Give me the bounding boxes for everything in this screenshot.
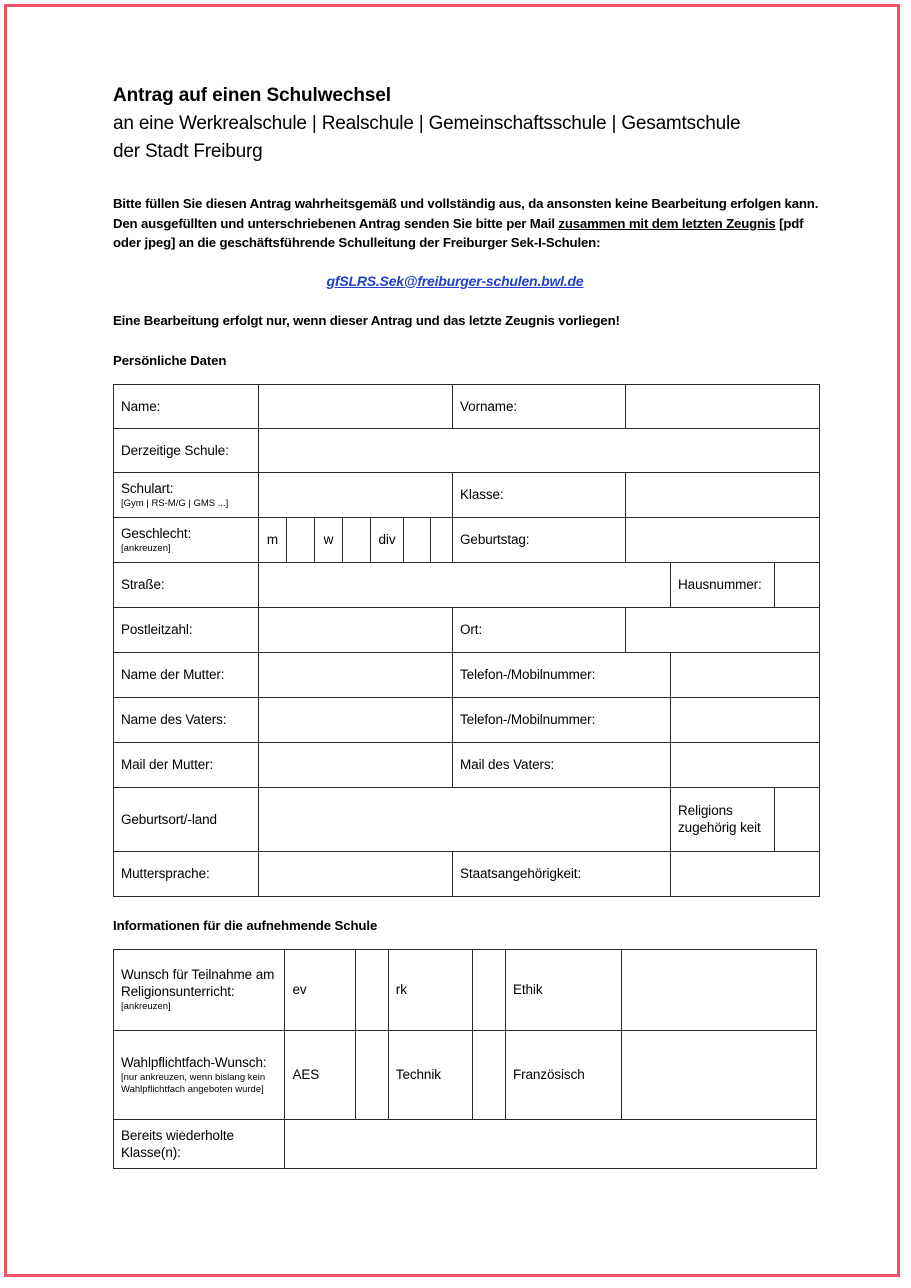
gender-spacer-cell <box>431 517 453 562</box>
name-label: Name: <box>114 384 259 428</box>
mother-mail-input[interactable] <box>259 742 453 787</box>
postal-code-label: Postleitzahl: <box>114 607 259 652</box>
gender-hint: [ankreuzen] <box>121 542 171 554</box>
nationality-label: Staatsangehörigkeit: <box>453 851 671 896</box>
table-row <box>114 851 820 896</box>
city-label: Ort: <box>453 607 626 652</box>
contact-email-link[interactable]: gfSLRS.Sek@freiburger-schulen.bwl.de <box>326 272 584 289</box>
elective-subject-label-text: Wahlpflichtfach-Wunsch: <box>121 1054 267 1070</box>
mother-mail-label: Mail der Mutter: <box>114 742 259 787</box>
religion-option-rk-label: rk <box>388 949 472 1030</box>
personal-data-table <box>113 384 820 897</box>
table-row <box>114 697 820 742</box>
gender-checkbox-m[interactable] <box>287 517 315 562</box>
postal-code-input[interactable] <box>259 607 453 652</box>
klasse-label: Klasse: <box>453 472 626 517</box>
religion-affiliation-input[interactable] <box>775 787 820 851</box>
elective-subject-label <box>114 1030 285 1119</box>
page-subtitle-line2: der Stadt Freiburg <box>113 141 263 162</box>
intro-text-part1: Bitte füllen Sie diesen Antrag wahrheitsgemäß und vollständig aus, da ansonsten keine Bearbeitung erfolgen kann. Den ausgefüllten und unterschriebenen Antrag senden Sie bitte per Mail <box>113 196 819 231</box>
school-type-input[interactable] <box>259 472 453 517</box>
intro-text-underlined: zusammen mit dem letzten Zeugnis <box>558 215 776 231</box>
father-name-input[interactable] <box>259 697 453 742</box>
school-type-label <box>114 472 259 517</box>
elective-checkbox-technik[interactable] <box>472 1030 505 1119</box>
document-content <box>113 83 823 1169</box>
elective-subject-hint: [nur ankreuzen, wenn bislang kein Wahlpflichtfach angeboten wurde] <box>121 1071 266 1095</box>
mother-name-input[interactable] <box>259 652 453 697</box>
school-type-hint: [Gym | RS-M/G | GMS ...] <box>121 497 229 509</box>
table-row <box>114 949 817 1030</box>
table-row <box>114 1119 817 1168</box>
table-row <box>114 607 820 652</box>
section-heading-personal-data: Persönliche Daten <box>113 352 227 368</box>
religion-option-ethik-label: Ethik <box>505 949 621 1030</box>
gender-checkbox-div[interactable] <box>404 517 431 562</box>
current-school-label: Derzeitige Schule: <box>114 428 259 472</box>
school-info-table <box>113 949 817 1169</box>
gender-label <box>114 517 259 562</box>
religion-checkbox-rk[interactable] <box>472 949 505 1030</box>
table-row <box>114 384 820 428</box>
father-mail-label: Mail des Vaters: <box>453 742 671 787</box>
name-input[interactable] <box>259 384 453 428</box>
table-row <box>114 787 820 851</box>
house-number-label: Hausnummer: <box>671 562 775 607</box>
street-label: Straße: <box>114 562 259 607</box>
native-language-input[interactable] <box>259 851 453 896</box>
religion-affiliation-label: Religions zugehörig keit <box>671 787 775 851</box>
email-line <box>113 273 823 291</box>
gender-option-w-label: w <box>315 517 343 562</box>
birthday-label: Geburtstag: <box>453 517 626 562</box>
klasse-input[interactable] <box>626 472 820 517</box>
gender-checkbox-w[interactable] <box>343 517 371 562</box>
religion-class-label-text: Wunsch für Teilnahme am Religionsunterricht: <box>121 967 275 999</box>
table-row <box>114 428 820 472</box>
street-input[interactable] <box>259 562 671 607</box>
page-title: Antrag auf einen Schulwechsel <box>113 85 391 106</box>
birthplace-label: Geburtsort/-land <box>114 787 259 851</box>
religion-checkbox-ev[interactable] <box>355 949 388 1030</box>
mother-phone-input[interactable] <box>671 652 820 697</box>
religion-checkbox-ethik[interactable] <box>622 949 817 1030</box>
vorname-label: Vorname: <box>453 384 626 428</box>
father-phone-input[interactable] <box>671 697 820 742</box>
intro-paragraph <box>113 194 823 253</box>
city-input[interactable] <box>626 607 820 652</box>
page-subtitle-line1: an eine Werkrealschule | Realschule | Gemeinschaftsschule | Gesamtschule <box>113 113 741 134</box>
father-mail-input[interactable] <box>671 742 820 787</box>
father-phone-label: Telefon-/Mobilnummer: <box>453 697 671 742</box>
elective-checkbox-aes[interactable] <box>355 1030 388 1119</box>
mother-phone-label: Telefon-/Mobilnummer: <box>453 652 671 697</box>
gender-option-m-label: m <box>259 517 287 562</box>
elective-option-technik-label: Technik <box>388 1030 472 1119</box>
elective-checkbox-franzoesisch[interactable] <box>622 1030 817 1119</box>
religion-option-ev-label: ev <box>285 949 355 1030</box>
elective-option-franzoesisch-label: Französisch <box>505 1030 621 1119</box>
vorname-input[interactable] <box>626 384 820 428</box>
birthplace-input[interactable] <box>259 787 671 851</box>
religion-class-hint: [ankreuzen] <box>121 1001 171 1012</box>
section-heading-school-info: Informationen für die aufnehmende Schule <box>113 917 378 933</box>
repeated-grades-input[interactable] <box>285 1119 817 1168</box>
house-number-input[interactable] <box>775 562 820 607</box>
gender-option-div-label: div <box>371 517 404 562</box>
repeated-grades-label: Bereits wiederholte Klasse(n): <box>114 1119 285 1168</box>
table-row <box>114 1030 817 1119</box>
table-row <box>114 472 820 517</box>
religion-class-label <box>114 949 285 1030</box>
mother-name-label: Name der Mutter: <box>114 652 259 697</box>
elective-option-aes-label: AES <box>285 1030 355 1119</box>
processing-notice: Eine Bearbeitung erfolgt nur, wenn dieser Antrag und das letzte Zeugnis vorliegen! <box>113 312 620 328</box>
gender-label-text: Geschlecht: <box>121 525 192 541</box>
nationality-input[interactable] <box>671 851 820 896</box>
current-school-input[interactable] <box>259 428 820 472</box>
table-row <box>114 742 820 787</box>
intro-text-part2: [pdf oder jpeg] an die geschäftsführende Schulleitung der Freiburger Sek-I-Schulen: <box>113 215 804 250</box>
school-type-label-text: Schulart: <box>121 480 174 496</box>
native-language-label: Muttersprache: <box>114 851 259 896</box>
father-name-label: Name des Vaters: <box>114 697 259 742</box>
table-row <box>114 562 820 607</box>
document-page <box>4 4 900 1277</box>
table-row <box>114 517 820 562</box>
birthday-input[interactable] <box>626 517 820 562</box>
table-row <box>114 652 820 697</box>
